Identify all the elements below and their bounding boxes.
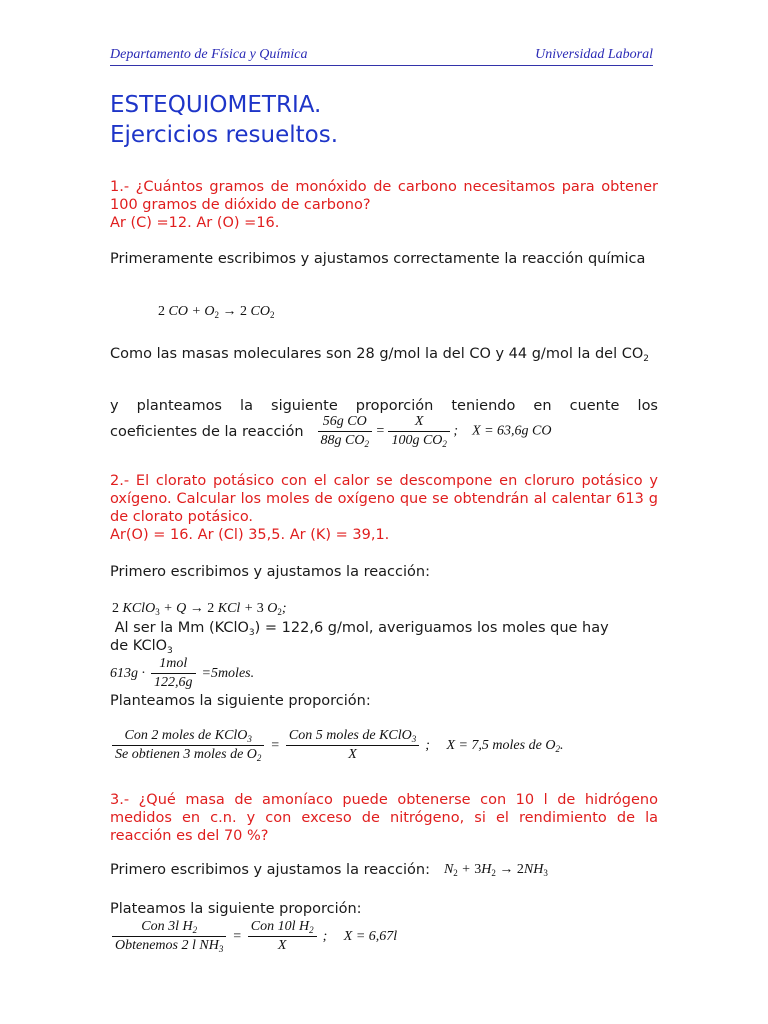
- exercise-2-fraction-1: $\frac{Con 2 moles de KClO_3}{Se obtienen 3 moles de O_2}$: [112, 728, 264, 763]
- exercise-1-equation: 2 CO + $O_2 \to 2$ $CO_2$: [158, 304, 275, 320]
- exercise-3-fraction-1: $\frac{Con 3l H_2}{Obtenemos 2 l NH_3}$: [112, 919, 226, 954]
- exercise-2-text-1: Primero escribimos y ajustamos la reacción:: [110, 564, 430, 580]
- exercise-1-text-3: y planteamos la siguiente proporción teniendo en cuente los: [110, 398, 658, 414]
- title-line-2: Ejercicios resueltos.: [110, 122, 339, 148]
- exercise-1-fraction-1: $\frac{\text{56g CO}}{88g CO_2}$: [318, 414, 372, 449]
- exercise-1-co2: CO: [621, 346, 644, 362]
- exercise-2-data: Ar(O) = 16. Ar (Cl) 35,5. Ar (K) = 39,1.: [110, 527, 390, 543]
- exercise-3-text-2: Plateamos la siguiente proporción:: [110, 901, 362, 917]
- exercise-1-data: Ar (C) =12. Ar (O) =16.: [110, 215, 280, 231]
- exercise-2-result: X = 7,5 moles de $O_2$.: [446, 737, 564, 754]
- exercise-1-text-2: Como las masas moleculares son 28 g/mol la del CO y 44 g/mol la del $CO_2$: [110, 346, 650, 364]
- exercise-3-text-1: Primero escribimos y ajustamos la reacción:: [110, 862, 430, 878]
- header-institution: Universidad Laboral: [535, 47, 653, 62]
- page-header: [110, 45, 653, 66]
- exercise-2-fraction-2: $\frac{Con 5 moles de KClO_3}{X}$: [286, 728, 419, 763]
- exercise-2-question: 2.- El clorato potásico con el calor se descompone en cloruro potásico y oxígeno. Calcular los moles de oxígeno que se obtendrán al calentar 613 g de clorato potásico.: [110, 473, 658, 525]
- exercise-1-text-2-main: Como las masas moleculares son 28 g/mol la del CO y 44 g/mol la del: [110, 346, 618, 362]
- exercise-2-calc-fraction: $\frac{\text{1mol}}{122,6g}$: [151, 656, 196, 691]
- exercise-3-result: X = 6,67l: [343, 928, 398, 944]
- exercise-2-equation: 2 KClO$_3$ + Q → 2 KCl + 3 $O_2$;: [112, 601, 287, 617]
- exercise-2-text-3: Planteamos la siguiente proporción:: [110, 693, 371, 709]
- exercise-2-proportion: $\frac{Con 2 moles de KClO_3}{Se obtienen 3 moles de O_2}$ = $\frac{Con 5 moles de KClO_3}{X}$ ; X = 7,5 moles de $O_2$.: [112, 728, 563, 763]
- exercise-3-equation: $N_2 + 3H_2 \to 2NH_3$: [443, 862, 548, 878]
- exercise-1-proportion: [110, 414, 552, 449]
- exercise-1-result: X = 63,6g CO: [472, 423, 552, 439]
- exercise-2-calculation: 613g · $\frac{\text{1mol}}{122,6g}$ =5moles.: [110, 656, 255, 690]
- exercise-2-text-2: Al ser la Mm (KClO$_3$) = 122,6 g/mol, averiguamos los moles que hay de KClO$_3$: [110, 620, 609, 656]
- exercise-1-text-1: Primeramente escribimos y ajustamos correctamente la reacción química: [110, 251, 646, 267]
- exercise-3-fraction-2: $\frac{Con 10l H_2}{X}$: [248, 919, 317, 954]
- document-title: [110, 90, 338, 150]
- exercise-3-proportion: $\frac{Con 3l H_2}{Obtenemos 2 l NH_3}$ = $\frac{Con 10l H_2}{X}$ ; X = 6,67l: [112, 919, 397, 954]
- exercise-3-question: 3.- ¿Qué masa de amoníaco puede obtenerse con 10 l de hidrógeno medidos en c.n. y con exceso de nitrógeno, si el rendimiento de la reacción es del 70 %?: [110, 792, 658, 844]
- exercise-1-fraction-2: $\frac{X}{100g CO_2}$: [388, 414, 449, 449]
- exercise-1-question: 1.- ¿Cuántos gramos de monóxido de carbono necesitamos para obtener 100 gramos de dióxido de carbono?: [110, 179, 658, 213]
- exercise-1-fraction-line: $\frac{\text{56g CO}}{88g CO_2}$ = $\frac{X}{100g CO_2}$ ; X = 63,6g CO: [318, 414, 552, 449]
- header-department: Departamento de Física y Química: [110, 47, 308, 62]
- exercise-1-text-3b: coeficientes de la reacción: [110, 423, 304, 440]
- title-line-1: ESTEQUIOMETRIA.: [110, 92, 322, 118]
- exercise-3-reaction: [110, 862, 548, 878]
